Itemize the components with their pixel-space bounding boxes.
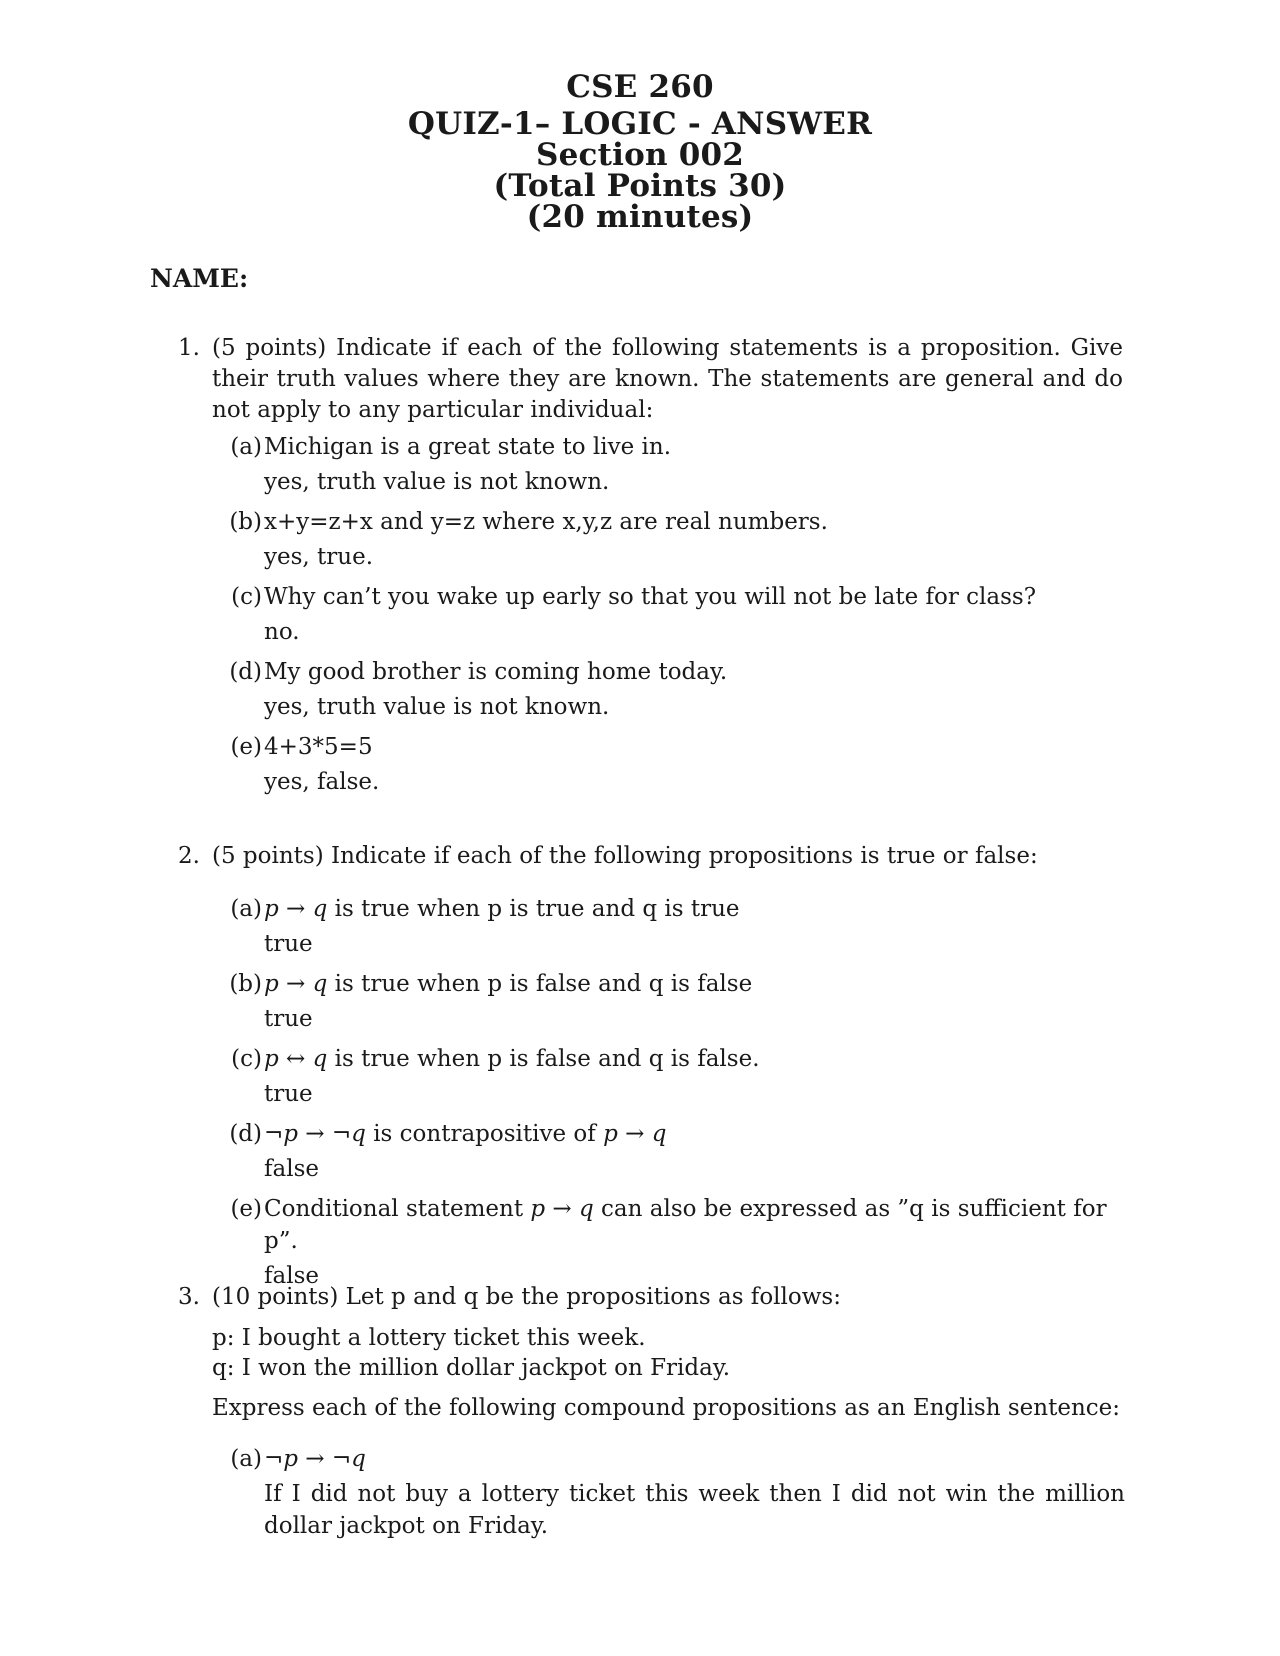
item-label: (a) [230, 1446, 262, 1472]
item-label: (c) [231, 1046, 262, 1072]
document-header [0, 69, 1280, 235]
item-answer: yes, true. [264, 544, 374, 570]
question-text: (5 points) Indicate if each of the following propositions is true or false: [212, 843, 1038, 869]
item-answer: true [264, 1081, 313, 1107]
q1-item-b [220, 506, 1125, 573]
formula: ¬p → ¬q [264, 1446, 366, 1472]
item-statement: p → q is true when p is false and q is false [264, 971, 753, 997]
item-statement: ¬p → ¬q is contrapositive of p → q [264, 1121, 667, 1147]
question-1 [178, 333, 1123, 426]
name-label: NAME: [150, 264, 249, 293]
question-3 [178, 1282, 1123, 1313]
item-label: (b) [229, 509, 262, 535]
item-answer: If I did not buy a lottery ticket this week then I did not win the million dollar jackpot on Friday. [264, 1481, 1125, 1539]
quiz-title: QUIZ-1– LOGIC - ANSWER [407, 106, 873, 142]
formula: p → q [603, 1121, 667, 1147]
course-title: CSE 260 [566, 69, 714, 105]
item-label: (b) [229, 971, 262, 997]
formula: p → q [530, 1196, 594, 1222]
item-statement: p ↔ q is true when p is false and q is false. [264, 1046, 760, 1072]
section-label: Section 002 [536, 137, 744, 173]
item-statement: Michigan is a great state to live in. [264, 434, 672, 460]
q-definition: q: I won the million dollar jackpot on Friday. [212, 1355, 731, 1381]
time-limit: (20 minutes) [526, 199, 754, 235]
item-label: (d) [229, 659, 262, 685]
item-label: (c) [231, 584, 262, 610]
item-statement: Why can’t you wake up early so that you will not be late for class? [264, 584, 1037, 610]
item-statement: x+y=z+x and y=z where x,y,z are real numbers. [264, 509, 828, 535]
formula: p ↔ q [264, 1046, 328, 1072]
q2-item-b [220, 968, 1125, 1035]
item-statement: Conditional statement p → q can also be expressed as ”q is sufficient for p”. [264, 1196, 1107, 1254]
q2-item-d [220, 1118, 1125, 1185]
question-text: (10 points) Let p and q be the propositions as follows: [212, 1284, 841, 1310]
item-label: (d) [229, 1121, 262, 1147]
q1-item-c [220, 581, 1125, 648]
q3-instruction: Express each of the following compound propositions as an English sentence: [212, 1395, 1120, 1421]
formula: p → q [264, 971, 328, 997]
item-answer: true [264, 931, 313, 957]
q1-item-d [220, 656, 1125, 723]
item-answer: yes, false. [264, 769, 380, 795]
question-text: (5 points) Indicate if each of the following statements is a proposition. Give their truth values where they are known. The statements are general and do not apply to any particular individual: [212, 335, 1123, 423]
item-statement [264, 1443, 1125, 1475]
item-label: (e) [230, 734, 262, 760]
item-answer: false [264, 1156, 319, 1182]
q3-item-a [220, 1443, 1125, 1542]
q2-item-c [220, 1043, 1125, 1110]
q1-item-e [220, 731, 1125, 798]
item-answer: false [264, 1263, 319, 1289]
q1-item-a [220, 431, 1125, 498]
formula: ¬p → ¬q [264, 1121, 366, 1147]
question-2 [178, 841, 1123, 872]
q2-item-e [220, 1193, 1125, 1292]
item-statement: p → q is true when p is true and q is true [264, 896, 740, 922]
item-answer: no. [264, 619, 300, 645]
formula: p → q [264, 896, 328, 922]
item-statement: 4+3*5=5 [264, 734, 373, 760]
item-label: (e) [230, 1196, 262, 1222]
q2-item-a [220, 893, 1125, 960]
item-label: (a) [230, 434, 262, 460]
item-statement: My good brother is coming home today. [264, 659, 728, 685]
item-answer: true [264, 1006, 313, 1032]
question-number: 3. [178, 1284, 200, 1310]
item-label: (a) [230, 896, 262, 922]
p-definition: p: I bought a lottery ticket this week. [212, 1325, 646, 1351]
question-number: 2. [178, 843, 200, 869]
question-number: 1. [178, 335, 200, 361]
item-answer: yes, truth value is not known. [264, 694, 610, 720]
item-answer: yes, truth value is not known. [264, 469, 610, 495]
total-points: (Total Points 30) [493, 168, 787, 204]
